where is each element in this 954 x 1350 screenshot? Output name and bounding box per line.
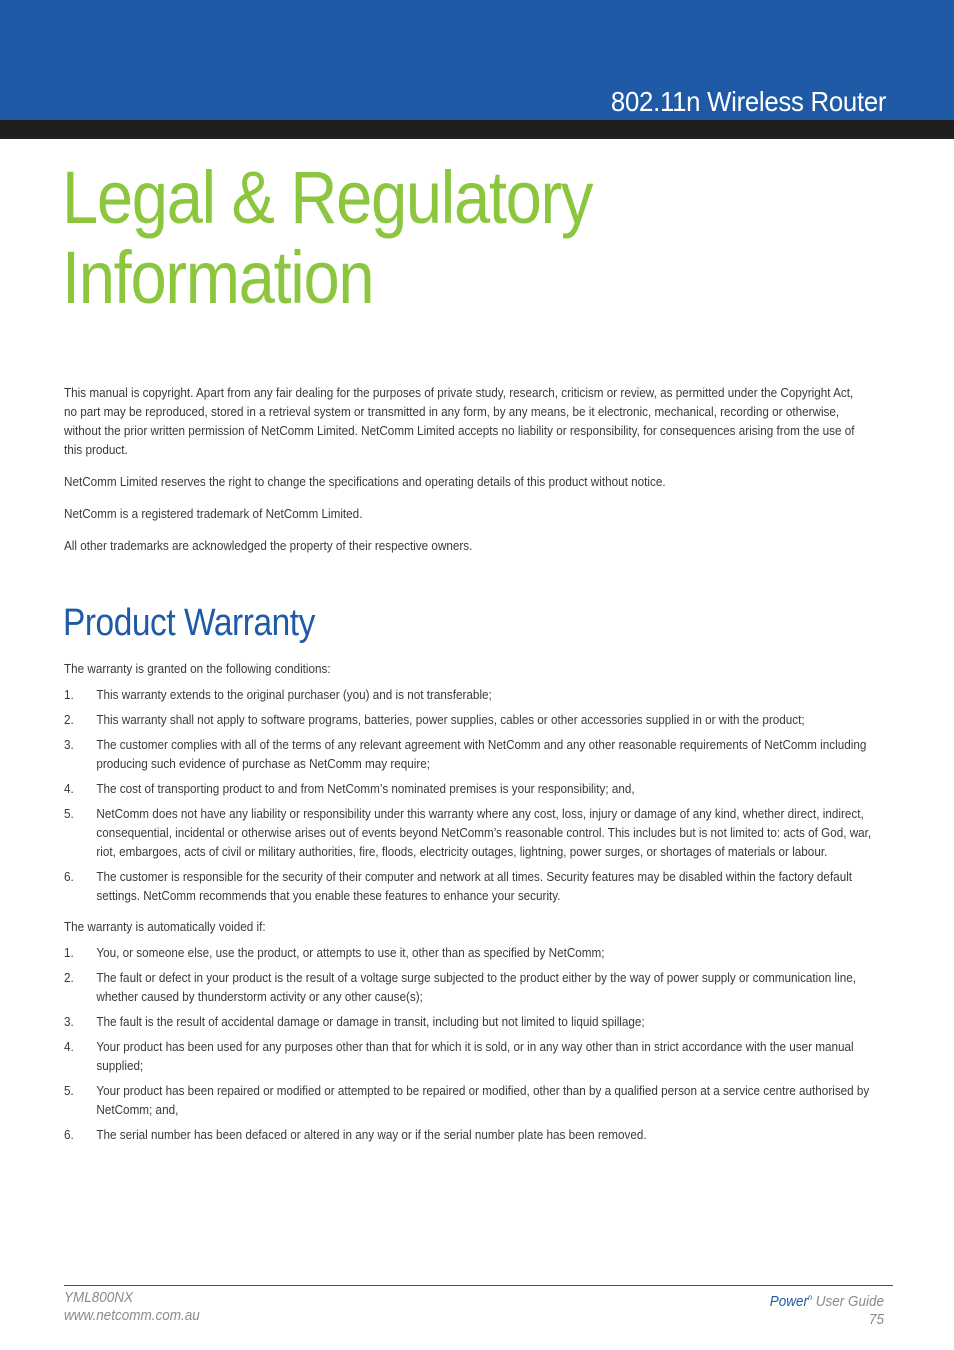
intro-section <box>64 383 856 568</box>
conditions-lead: The warranty is granted on the following conditions: <box>64 661 331 676</box>
intro-paragraph: NetComm Limited reserves the right to change the specifications and operating details of this product without notice. <box>64 474 666 489</box>
list-item <box>64 867 883 905</box>
list-item-text: The fault is the result of accidental damage or damage in transit, including but not limited to liquid spillage; <box>96 1014 645 1029</box>
brand-name: Power <box>769 1293 808 1310</box>
footer-right <box>770 1289 884 1329</box>
list-item <box>64 1037 883 1075</box>
brand-sup: n <box>807 1293 812 1302</box>
list-item-number: 3. <box>64 1014 74 1029</box>
page-number: 75 <box>868 1311 884 1328</box>
list-item-number: 2. <box>64 712 74 727</box>
list-item <box>64 735 883 773</box>
footer-model: YML800NX <box>64 1289 134 1306</box>
footer-rule <box>64 1285 893 1286</box>
list-item-number: 1. <box>64 687 74 702</box>
page-title: Legal & Regulatory Information <box>62 156 593 319</box>
list-item-number: 4. <box>64 1039 74 1054</box>
header-band <box>0 0 954 120</box>
list-item-number: 2. <box>64 970 74 985</box>
list-item-number: 5. <box>64 806 74 821</box>
power-brand-logo <box>770 1293 812 1310</box>
list-item-text: The cost of transporting product to and from NetComm’s nominated premises is your responsibility; and, <box>96 781 635 796</box>
list-item-number: 6. <box>64 1127 74 1142</box>
list-item-number: 1. <box>64 945 74 960</box>
footer-left <box>64 1289 200 1325</box>
warranty-section <box>64 659 883 1156</box>
list-item-text: The customer is responsible for the security of their computer and network at all times. Security features may be disabled within the factory default settings. NetComm recommends that you enable these features to enhance your security. <box>96 869 853 903</box>
list-item <box>64 804 883 861</box>
list-item-text: This warranty extends to the original purchaser (you) and is not transferable; <box>96 687 492 702</box>
list-item-text: You, or someone else, use the product, or attempts to use it, other than as specified by NetComm; <box>96 945 605 960</box>
void-conditions-list <box>64 943 883 1144</box>
header-title: 802.11n Wireless Router <box>610 86 886 117</box>
footer-website: www.netcomm.com.au <box>64 1307 200 1324</box>
section-title-product-warranty: Product Warranty <box>63 602 315 644</box>
list-item-text: This warranty shall not apply to software programs, batteries, power supplies, cables or other accessories supplied in or with the product; <box>96 712 805 727</box>
list-item <box>64 1081 883 1119</box>
list-item-number: 6. <box>64 869 74 884</box>
conditions-list <box>64 685 883 905</box>
header-divider-bar <box>0 120 954 139</box>
list-item <box>64 1125 883 1144</box>
guide-label: User Guide <box>811 1293 884 1310</box>
list-item <box>64 710 883 729</box>
list-item-text: The serial number has been defaced or altered in any way or if the serial number plate has been removed. <box>96 1127 647 1142</box>
list-item <box>64 968 883 1006</box>
list-item-number: 5. <box>64 1083 74 1098</box>
list-item <box>64 1012 883 1031</box>
intro-paragraph: This manual is copyright. Apart from any fair dealing for the purposes of private study, research, criticism or review, as permitted under the Copyright Act, no part may be reproduced, stored in a retrieval system or transmitted in any form, by any means, be it electronic, mechanical, recording or otherwise, without the prior written permission of NetComm Limited. NetComm Limited accepts no liability or responsibility, for consequences arising from the use of this product. <box>64 385 855 457</box>
list-item-text: NetComm does not have any liability or responsibility under this warranty where any cost, loss, injury or damage of any kind, whether direct, indirect, consequential, incidental or otherwise arises out of events beyond NetComm’s reasonable control. This includes but is not limited to: acts of God, war, riot, embargoes, acts of civil or military authorities, fire, floods, electricity outages, lightning, power surges, or shortages of materials or labour. <box>96 806 872 859</box>
list-item-text: Your product has been used for any purposes other than that for which it is sold, or in any way other than in strict accordance with the user manual supplied; <box>96 1039 854 1073</box>
intro-paragraph: NetComm is a registered trademark of NetComm Limited. <box>64 506 363 521</box>
list-item-text: The customer complies with all of the terms of any relevant agreement with NetComm and any other reasonable requirements of NetComm including producing such evidence of purchase as NetComm may require; <box>96 737 867 771</box>
footer-guide-title <box>770 1289 884 1311</box>
list-item <box>64 943 883 962</box>
list-item-number: 3. <box>64 737 74 752</box>
list-item-text: Your product has been repaired or modified or attempted to be repaired or modified, other than by a qualified person at a service centre authorised by NetComm; and, <box>96 1083 870 1117</box>
list-item-number: 4. <box>64 781 74 796</box>
intro-paragraph: All other trademarks are acknowledged the property of their respective owners. <box>64 538 473 553</box>
list-item <box>64 685 883 704</box>
void-lead: The warranty is automatically voided if: <box>64 919 266 934</box>
list-item-text: The fault or defect in your product is the result of a voltage surge subjected to the product either by the way of power supply or communication line, whether caused by thunderstorm activity or any other cause(s); <box>96 970 857 1004</box>
list-item <box>64 779 883 798</box>
